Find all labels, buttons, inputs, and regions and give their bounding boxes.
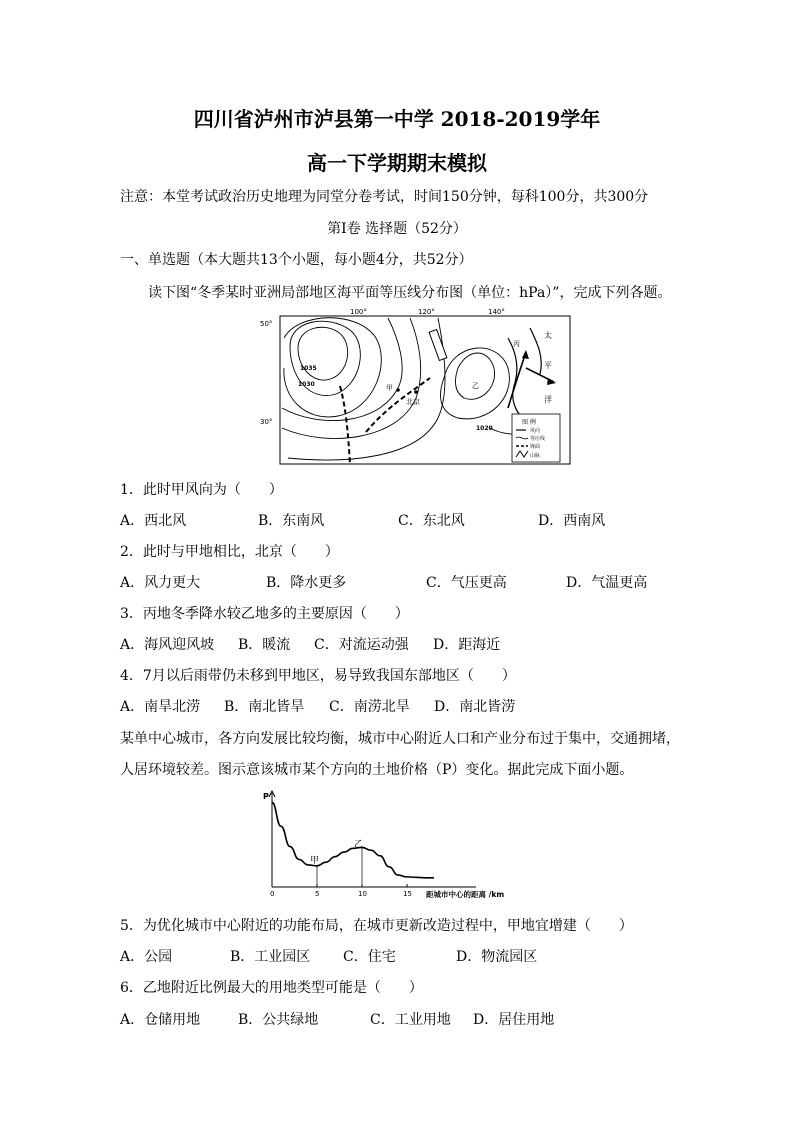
point-label-yi: 乙 bbox=[354, 840, 364, 850]
q4-stem: 4．7月以后雨带仍未移到甲地区，易导致我国东部地区（ ） bbox=[120, 668, 516, 684]
q1-option-a: A．西北风 bbox=[120, 513, 187, 529]
part-heading: 一、单选题（本大题共13个小题，每小题4分，共52分） bbox=[120, 252, 473, 268]
x-tick-label: 10 bbox=[358, 890, 367, 898]
isobar-label-1030: 1030 bbox=[298, 381, 315, 388]
place-yi: 乙 bbox=[472, 382, 479, 390]
land-price-line bbox=[272, 802, 434, 877]
lat-label-30: 30° bbox=[260, 418, 273, 426]
place-beijing: 北京 bbox=[406, 398, 420, 406]
y-axis-label: P bbox=[263, 792, 269, 801]
q4-option-c: C．南涝北旱 bbox=[329, 699, 410, 715]
q5-option-a: A．公园 bbox=[120, 949, 173, 965]
passage2-line2: 人居环境较差。图示意该城市某个方向的土地价格（P）变化。据此完成下面小题。 bbox=[120, 762, 634, 778]
q2-option-c: C．气压更高 bbox=[426, 575, 507, 591]
page-subtitle: 高一下学期期末模拟 bbox=[307, 151, 487, 175]
section-heading: 第Ⅰ卷 选择题（52分） bbox=[327, 221, 467, 237]
ocean-label-2: 平 bbox=[544, 361, 552, 370]
lat-label-50: 50° bbox=[260, 320, 273, 328]
q2-option-a: A．风力更大 bbox=[120, 575, 201, 591]
q1-stem: 1．此时甲风向为（ ） bbox=[120, 482, 283, 498]
lon-label-120: 120° bbox=[418, 308, 435, 316]
ocean-label-1: 太 bbox=[544, 331, 552, 340]
place-bing: 丙 bbox=[513, 340, 520, 348]
q5-option-b: B．工业园区 bbox=[230, 949, 311, 965]
map-intro: 读下图“冬季某时亚洲局部地区海平面等压线分布图（单位：hPa）”，完成下列各题。 bbox=[148, 285, 672, 301]
x-tick-label: 15 bbox=[403, 890, 412, 898]
q3-option-c: C．对流运动强 bbox=[314, 637, 409, 653]
ocean-label-3: 洋 bbox=[544, 395, 552, 404]
q5-option-c: C．住宅 bbox=[343, 949, 396, 965]
q6-option-b: B．公共绿地 bbox=[238, 1012, 319, 1028]
legend-item-front: 锋面 bbox=[530, 444, 541, 450]
legend-title: 图 例 bbox=[522, 419, 536, 426]
x-axis-label: 距城市中心的距离 /km bbox=[426, 890, 505, 899]
q1-option-d: D．西南风 bbox=[538, 513, 606, 529]
isobar-label-1035: 1035 bbox=[300, 365, 317, 372]
land-price-chart bbox=[258, 787, 548, 899]
legend-item-wind: 风向 bbox=[530, 428, 541, 434]
x-tick-label: 0 bbox=[270, 890, 275, 898]
legend-item-mountain: 山脉 bbox=[530, 453, 541, 459]
q2-option-b: B．降水更多 bbox=[266, 575, 347, 591]
q6-option-c: C．工业用地 bbox=[370, 1012, 451, 1028]
q1-option-c: C．东北风 bbox=[398, 513, 465, 529]
exam-notice: 注意：本堂考试政治历史地理为同堂分卷考试，时间150分钟，每科100分，共300分 bbox=[120, 189, 649, 205]
lon-label-100: 100° bbox=[350, 308, 367, 316]
page-title: 四川省泸州市泸县第一中学 2018-2019学年 bbox=[193, 107, 601, 131]
q4-option-d: D．南北皆涝 bbox=[434, 699, 516, 715]
q5-stem: 5．为优化城市中心附近的功能布局，在城市更新改造过程中，甲地宜增建（ ） bbox=[120, 918, 633, 934]
q6-option-d: D．居住用地 bbox=[473, 1012, 555, 1028]
q4-option-b: B．南北皆旱 bbox=[224, 699, 305, 715]
q2-option-d: D．气温更高 bbox=[566, 575, 648, 591]
pressure-map bbox=[258, 308, 574, 466]
q3-option-b: B．暖流 bbox=[238, 637, 291, 653]
point-label-jia: 甲 bbox=[310, 856, 320, 866]
q5-option-d: D．物流园区 bbox=[456, 949, 538, 965]
legend-item-isobar: 等压线 bbox=[530, 436, 546, 442]
q6-stem: 6．乙地附近比例最大的用地类型可能是（ ） bbox=[120, 980, 423, 996]
q2-stem: 2．此时与甲地相比，北京（ ） bbox=[120, 544, 339, 560]
place-jia: 甲 bbox=[386, 384, 393, 392]
lon-label-140: 140° bbox=[488, 308, 505, 316]
x-tick-label: 5 bbox=[315, 890, 320, 898]
q1-option-b: B．东南风 bbox=[258, 513, 325, 529]
passage2-line1: 某单中心城市，各方向发展比较均衡，城市中心附近人口和产业分布过于集中，交通拥堵， bbox=[120, 731, 680, 747]
q3-stem: 3．丙地冬季降水较乙地多的主要原因（ ） bbox=[120, 606, 409, 622]
q3-option-d: D．距海近 bbox=[433, 637, 501, 653]
q3-option-a: A．海风迎风坡 bbox=[120, 637, 215, 653]
isobar-label-1020: 1020 bbox=[476, 425, 493, 432]
q6-option-a: A．仓储用地 bbox=[120, 1012, 201, 1028]
q4-option-a: A．南旱北涝 bbox=[120, 699, 201, 715]
